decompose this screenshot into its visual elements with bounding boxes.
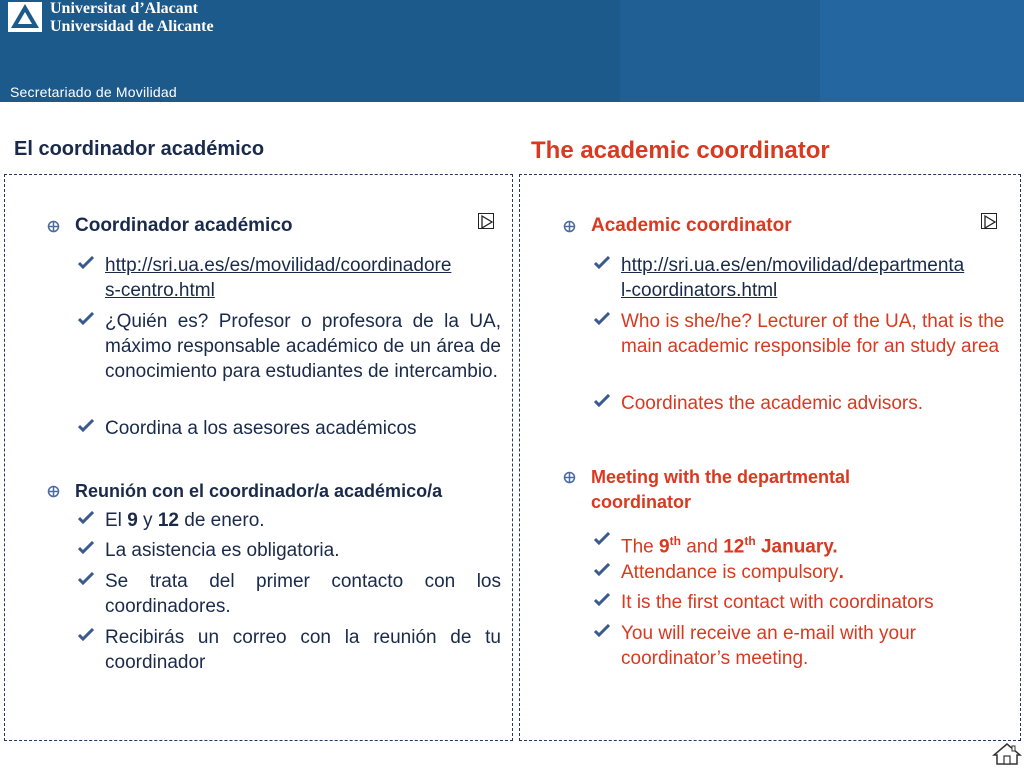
play-button-icon[interactable] bbox=[981, 213, 997, 229]
coordinators-link-es[interactable]: http://sri.ua.es/es/movilidad/coordinadore s-centro.html bbox=[105, 255, 452, 301]
list-item: El 9 y 12 de enero. bbox=[105, 508, 501, 533]
checkmark-bullet-icon bbox=[78, 511, 94, 525]
list-item-text: Se trata del primer contacto con los coordinadores. bbox=[105, 571, 501, 617]
list-item-text: Coordinates the academic advisors. bbox=[621, 393, 924, 414]
checkmark-bullet-icon bbox=[594, 563, 610, 577]
list-item bbox=[105, 253, 501, 303]
checkmark-bullet-icon bbox=[78, 628, 94, 642]
list-item bbox=[105, 569, 501, 619]
section-heading-label: coordinator bbox=[591, 492, 692, 512]
section-heading-label: Reunión con el coordinador/a académico/a bbox=[75, 481, 443, 501]
play-button-icon[interactable] bbox=[478, 213, 494, 229]
checkmark-bullet-icon bbox=[78, 572, 94, 586]
section-heading-label: Meeting with the departmental bbox=[591, 467, 851, 487]
crosshair-bullet-icon bbox=[563, 220, 576, 233]
crosshair-bullet-icon bbox=[47, 485, 60, 498]
page-title-spanish: El coordinador académico bbox=[14, 138, 265, 160]
checkmark-bullet-icon bbox=[78, 312, 94, 326]
list-item bbox=[105, 538, 501, 563]
list-item: The 9th and 12th January. bbox=[621, 529, 1013, 559]
list-item-text: You will receive an e-mail with your coordinator’s meeting. bbox=[621, 623, 916, 669]
crosshair-bullet-icon bbox=[47, 220, 60, 233]
section-heading-label: Academic coordinator bbox=[591, 215, 792, 236]
checkmark-bullet-icon bbox=[594, 532, 610, 546]
university-name-ca: Universitat d’Alacant bbox=[50, 0, 198, 17]
section-heading-coordinador bbox=[75, 214, 293, 238]
list-item bbox=[621, 621, 971, 671]
page-title-english: The academic coordinator bbox=[531, 137, 830, 164]
list-item-text: Who is she/he? Lecturer of the UA, that is the main academic responsible for an study area bbox=[621, 311, 1005, 357]
home-icon[interactable] bbox=[992, 742, 1022, 766]
section-heading-academic-coordinator bbox=[591, 214, 792, 238]
header-stripe bbox=[820, 0, 1024, 102]
section-heading-reunion bbox=[75, 479, 442, 503]
list-item: Attendance is compulsory. bbox=[621, 560, 1013, 585]
list-item-text: Recibirás un correo con la reunión de tu coordinador bbox=[105, 627, 501, 673]
list-item-text: Coordina a los asesores académicos bbox=[105, 418, 417, 439]
ua-logo-icon bbox=[8, 2, 42, 32]
checkmark-bullet-icon bbox=[78, 541, 94, 555]
list-item bbox=[621, 590, 1013, 615]
list-item-text: It is the first contact with coordinators bbox=[621, 592, 934, 613]
checkmark-bullet-icon bbox=[594, 256, 610, 270]
university-name-es: Universidad de Alicante bbox=[50, 18, 214, 35]
list-item bbox=[621, 391, 1013, 416]
checkmark-bullet-icon bbox=[594, 593, 610, 607]
checkmark-bullet-icon bbox=[594, 312, 610, 326]
section-heading-label: Coordinador académico bbox=[75, 215, 293, 236]
header-banner bbox=[0, 0, 1024, 102]
list-item bbox=[105, 625, 501, 675]
list-item-text: La asistencia es obligatoria. bbox=[105, 540, 340, 561]
checkmark-bullet-icon bbox=[78, 256, 94, 270]
coordinators-link-en[interactable]: http://sri.ua.es/en/movilidad/departmenta l-coordinators.html bbox=[621, 255, 965, 301]
section-heading-meeting bbox=[591, 465, 850, 515]
list-item-text: ¿Quién es? Profesor o profesora de la UA, máximo responsable académico de un área de conocimiento para estudiantes de intercambio. bbox=[105, 311, 501, 382]
list-item bbox=[621, 253, 1013, 303]
list-item bbox=[105, 309, 501, 384]
checkmark-bullet-icon bbox=[594, 624, 610, 638]
checkmark-bullet-icon bbox=[594, 394, 610, 408]
list-item bbox=[105, 416, 501, 441]
crosshair-bullet-icon bbox=[563, 471, 576, 484]
department-name: Secretariado de Movilidad bbox=[10, 84, 177, 100]
list-item bbox=[621, 309, 1013, 359]
checkmark-bullet-icon bbox=[78, 419, 94, 433]
